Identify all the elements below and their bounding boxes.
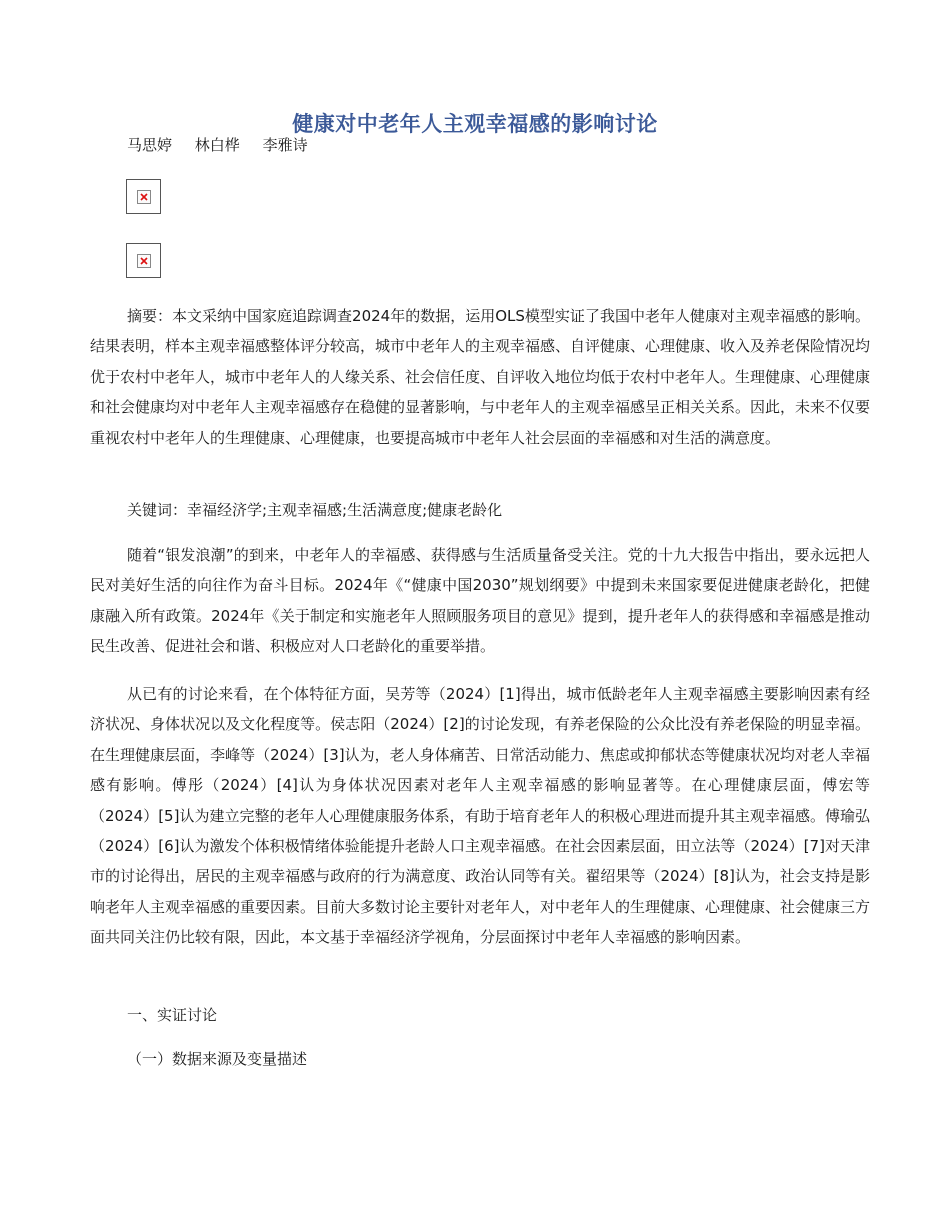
- subsection-heading: （一）数据来源及变量描述: [127, 1050, 308, 1068]
- intro-paragraph: 随着“银发浪潮”的到来，中老年人的幸福感、获得感与生活质量备受关注。党的十九大报告中指出，要永远把人民对美好生活的向往作为奋斗目标。2024年《“健康中国2030”规划纲要》中提到未来国家要促进健康老龄化，把健康融入所有政策。2024年《关于制定和实施老年人照顾服务项目的意见》提到，提升老年人的获得感和幸福感是推动民生改善、促进社会和谐、积极应对人口老龄化的重要举措。: [90, 546, 870, 656]
- image-placeholder: [126, 179, 161, 214]
- keywords-paragraph: 关键词：幸福经济学;主观幸福感;生活满意度;健康老龄化: [127, 501, 503, 519]
- image-placeholder: [126, 243, 161, 278]
- author-name: 李雅诗: [262, 136, 308, 154]
- author-name: 林白桦: [194, 136, 240, 154]
- broken-image-icon: [137, 254, 151, 268]
- document-title: 健康对中老年人主观幸福感的影响讨论: [292, 112, 658, 136]
- broken-image-icon: [137, 190, 151, 204]
- literature-review-paragraph: 从已有的讨论来看，在个体特征方面，吴芳等（2024）[1]得出，城市低龄老年人主观幸福感主要影响因素有经济状况、身体状况以及文化程度等。侯志阳（2024）[2]的讨论发现，有养老保险的公众比没有养老保险的明显幸福。在生理健康层面，李峰等（2024）[3]认为，老人身体痛苦、日常活动能力、焦虑或抑郁状态等健康状况均对老人幸福感有影响。傅彤（2024）[4]认为身体状况因素对老年人主观幸福感的影响显著等。在心理健康层面，傅宏等（2024）[5]认为建立完整的老年人心理健康服务体系，有助于培育老年人的积极心理进而提升其主观幸福感。傅瑜弘（2024）[6]认为激发个体积极情绪体验能提升老龄人口主观幸福感。在社会因素层面，田立法等（2024）[7]对天津市的讨论得出，居民的主观幸福感与政府的行为满意度、政治认同等有关。翟绍果等（2024）[8]认为，社会支持是影响老年人主观幸福感的重要因素。目前大多数讨论主要针对老年人，对中老年人的生理健康、心理健康、社会健康三方面共同关注仍比较有限，因此，本文基于幸福经济学视角，分层面探讨中老年人幸福感的影响因素。: [90, 685, 871, 947]
- author-name: 马思婷: [127, 136, 173, 154]
- author-list: [127, 134, 326, 155]
- abstract-paragraph: 摘要：本文采纳中国家庭追踪调查2024年的数据，运用OLS模型实证了我国中老年人健康对主观幸福感的影响。结果表明，样本主观幸福感整体评分较高，城市中老年人的主观幸福感、自评健康、心理健康、收入及养老保险情况均优于农村中老年人，城市中老年人的人缘关系、社会信任度、自评收入地位均低于农村中老年人。生理健康、心理健康和社会健康均对中老年人主观幸福感存在稳健的显著影响，与中老年人的主观幸福感呈正相关关系。因此，未来不仅要重视农村中老年人的生理健康、心理健康，也要提高城市中老年人社会层面的幸福感和对生活的满意度。: [90, 307, 871, 447]
- section-heading: 一、实证讨论: [127, 1006, 218, 1024]
